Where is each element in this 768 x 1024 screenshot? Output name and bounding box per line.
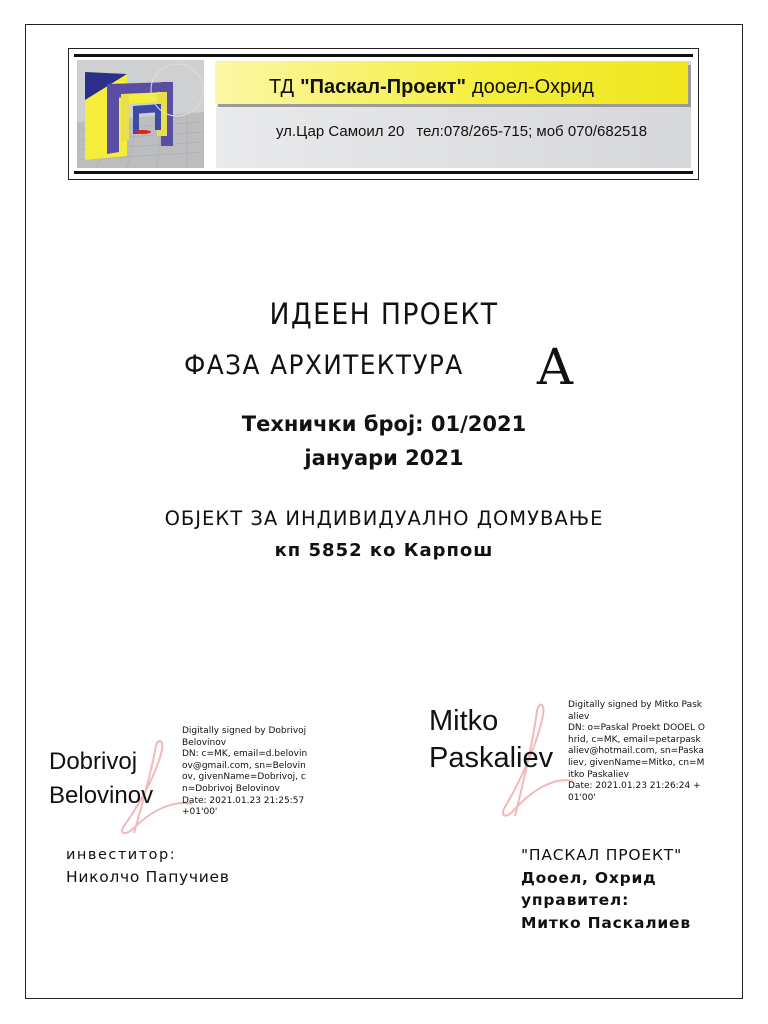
technical-number: Технички број: 01/2021 [241,412,527,436]
designer-name: Митко Паскалиев [521,913,691,932]
object-description: ОБЈЕКТ ЗА ИНДИВИДУАЛНО ДОМУВАЊЕ [164,507,604,530]
investor-role-label: инвеститор: [66,847,177,863]
project-date: јануари 2021 [304,446,464,470]
company-address-line [276,123,647,140]
designer-location: Дооел, Охрид [521,868,657,887]
company-suffix: дооел-Охрид [471,76,594,98]
header-top-rule [74,54,693,57]
right-digital-signature-details: Digitally signed by Mitko Paskaliev DN: o=Paskal Proekt DOOEL Ohrid, c=MK, email=petarpaskaliev@hotmail.com, sn=Paskaliev, givenName=Mitko, cn=Mitko Paskaliev Date: 2021.01.23 21:26:24 +01'00' [568,700,705,803]
company-name: "Паскал-Проект" [300,76,466,98]
left-signer-name: Dobrivoj Belovinov [49,748,154,809]
right-signer-name: Mitko Paskaliev [429,705,554,774]
left-digital-signature-details: Digitally signed by Dobrivoj Belovinov DN: c=MK, email=d.belovinov@gmail.com, sn=Belovinov, givenName=Dobrivoj, cn=Dobrivoj Belovinov Date: 2021.01.23 21:25:57 +01'00' [182,726,308,818]
company-name-line [269,76,689,99]
project-phase-title: ФАЗА АРХИТЕКТУРА [184,350,464,381]
header-bottom-rule [74,171,693,174]
designer-role-label: управител: [521,891,630,909]
cadastral-parcel: кп 5852 ко Карпош [274,540,494,561]
project-type-title: ИДЕЕН ПРОЕКТ [269,297,499,331]
company-header-banner [68,48,699,180]
designer-company: "ПАСКАЛ ПРОЕКТ" [521,846,682,864]
investor-name: Николчо Папучиев [66,868,230,886]
phase-letter: А [536,338,574,396]
architecture-frames-logo-icon [77,60,204,168]
designer-block [521,844,691,934]
company-prefix: ТД [269,76,295,98]
company-phones: тел:078/265-715; моб 070/682518 [416,123,648,140]
company-address: ул.Цар Самоил 20 [276,123,405,140]
